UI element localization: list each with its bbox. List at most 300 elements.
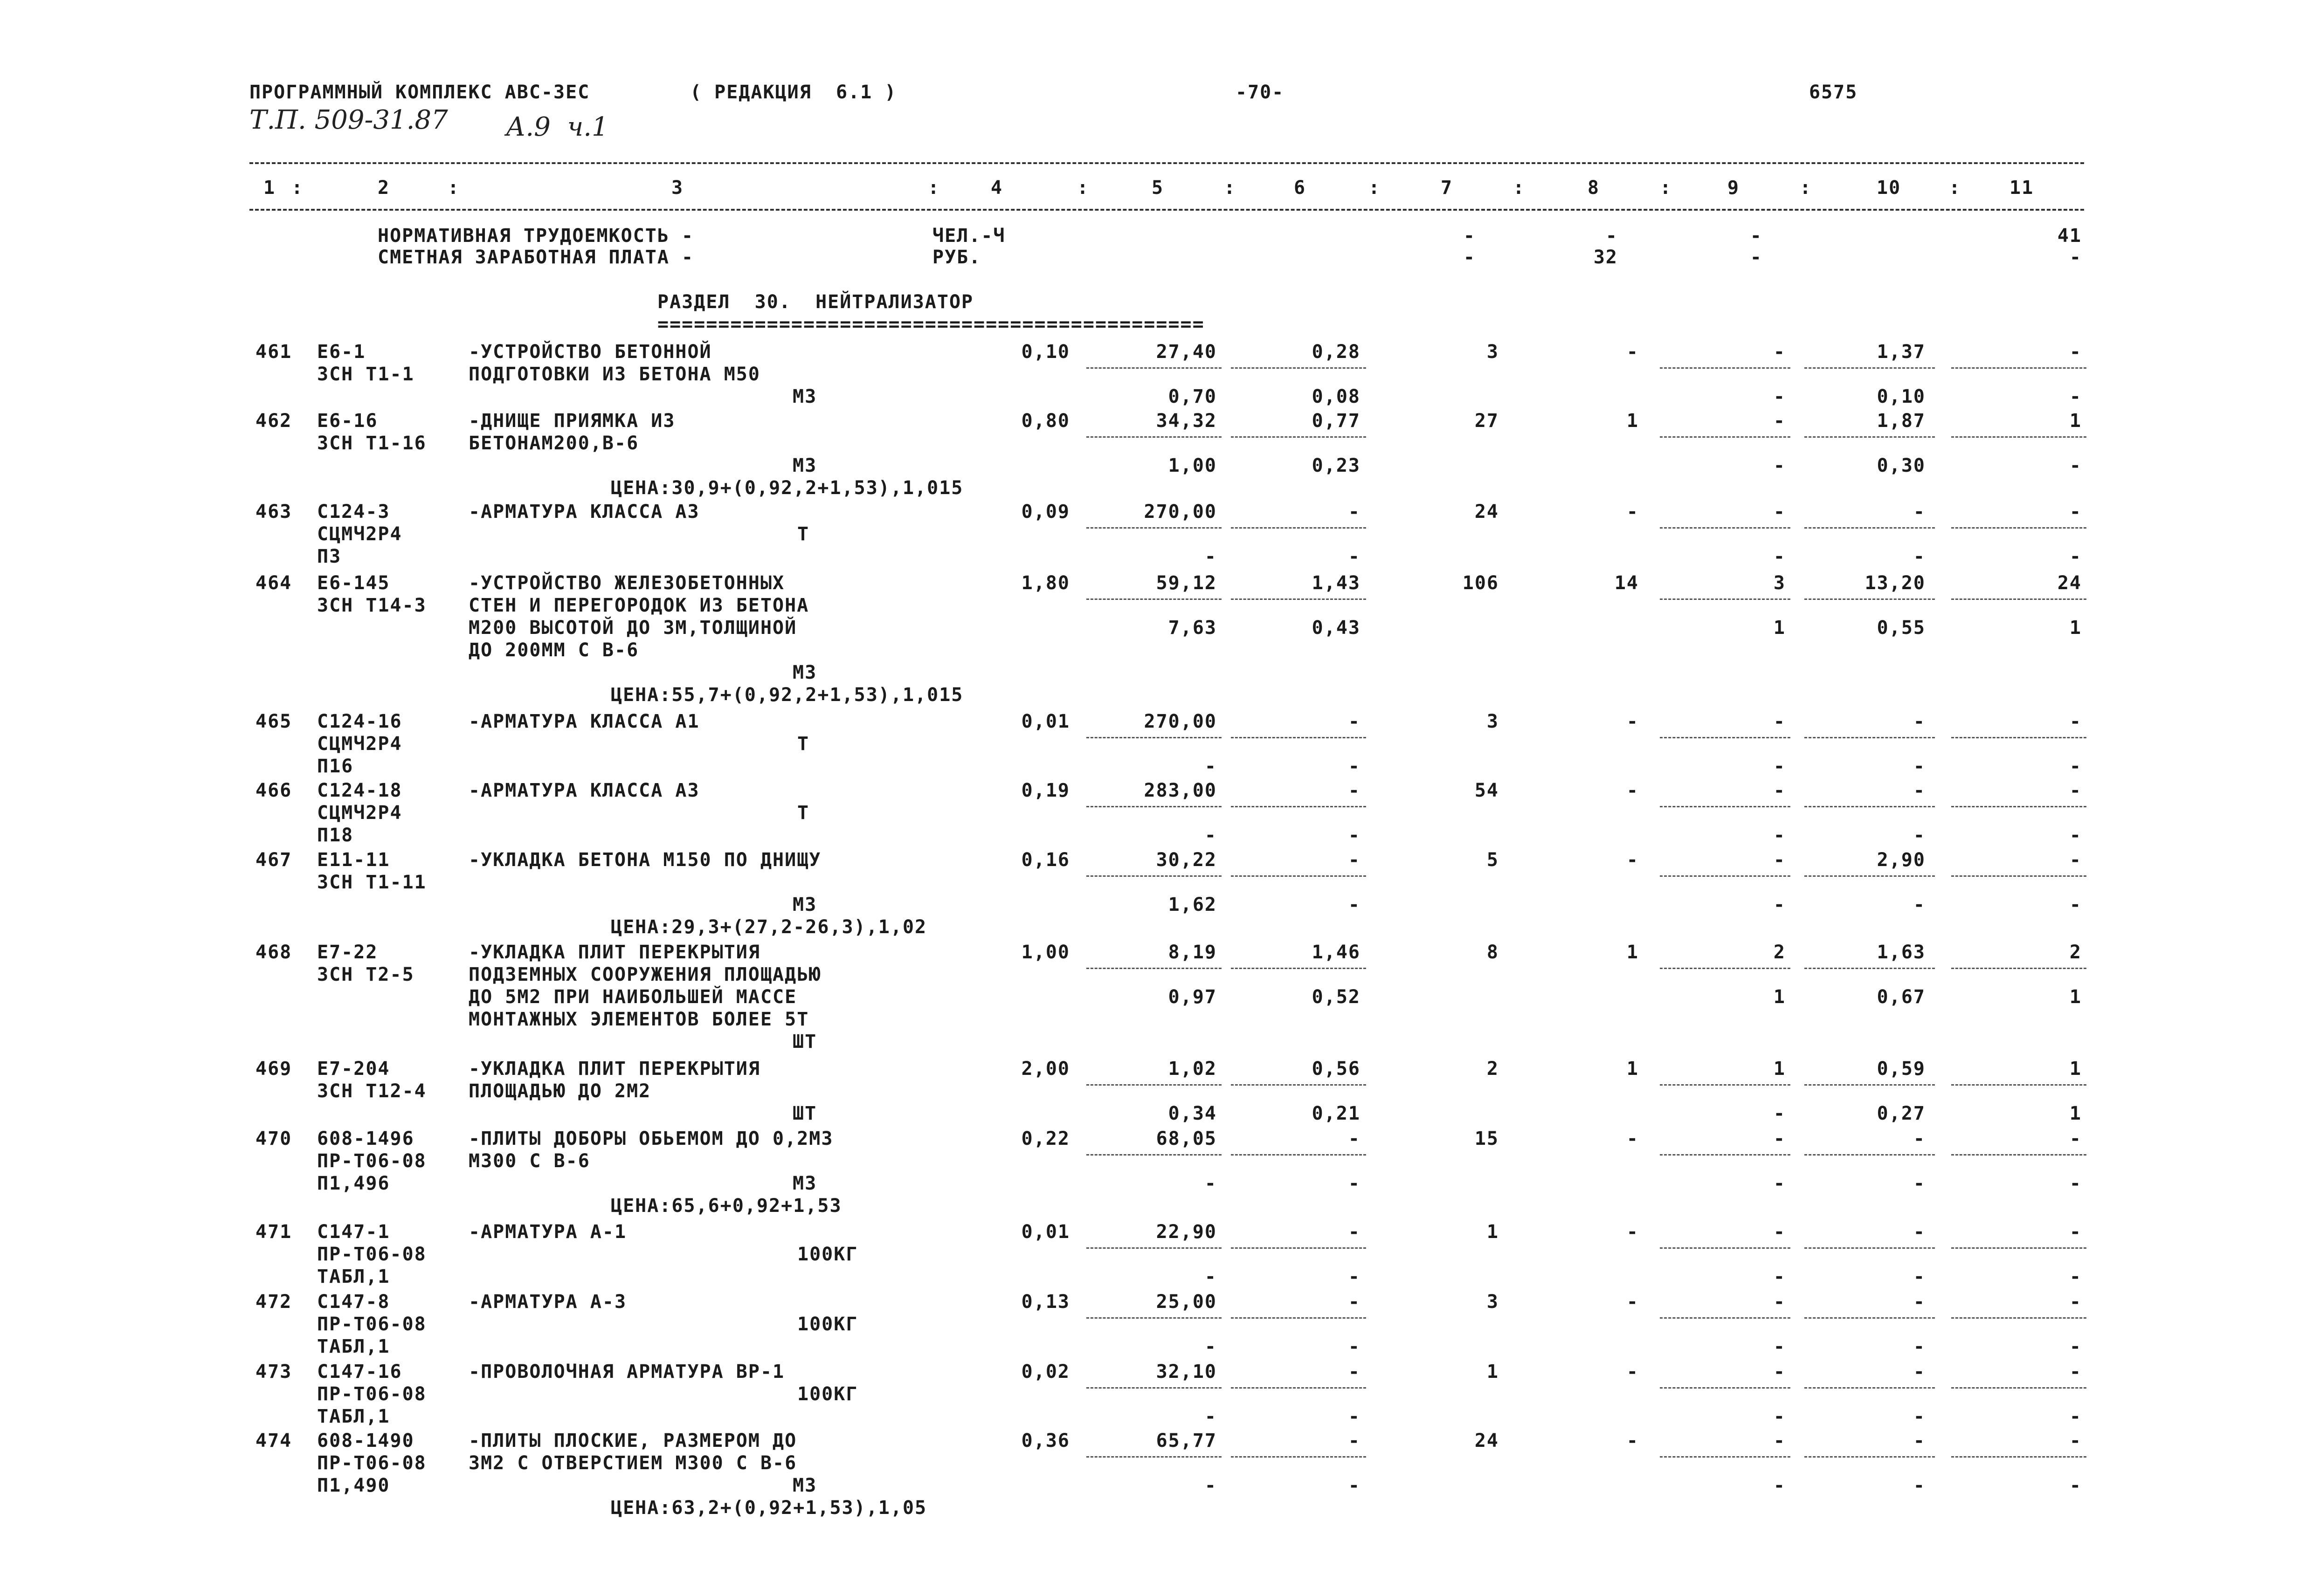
row-description: -ПЛИТЫ ДОБОРЫ ОБЬЕМОМ ДО 0,2М3 <box>469 1128 834 1149</box>
row-description: -УКЛАДКА ПЛИТ ПЕРЕКРЫТИЯ <box>469 942 760 963</box>
subtotal-dash-line <box>1660 1154 1790 1156</box>
subtotal-dash-line <box>1086 737 1222 738</box>
subtotal-dash-line <box>1231 1387 1366 1389</box>
column-header-6: 6 <box>1294 177 1306 199</box>
subtotal-dash-line <box>1951 1456 2086 1458</box>
subtotal-dash-line <box>1951 1154 2086 1156</box>
row-col9: 2 <box>1773 942 1786 963</box>
subtotal-dash-line <box>1086 875 1222 877</box>
subtotal-dash-line <box>1660 1456 1790 1458</box>
row-col9-second: - <box>1773 455 1786 476</box>
subtotal-dash-line <box>1660 1387 1790 1389</box>
row-col7: 1 <box>1486 1221 1499 1243</box>
subtotal-dash-line <box>1231 436 1366 438</box>
column-separator: : <box>1513 177 1525 199</box>
edition-label: ( РЕДАКЦИЯ 6.1 ) <box>690 82 897 103</box>
subtotal-dash-line <box>1804 436 1935 438</box>
row-number: 473 <box>255 1361 292 1383</box>
row-col11-second: - <box>2069 1336 2082 1357</box>
handwritten-album-part: А.9 ч.1 <box>506 112 608 142</box>
subtotal-dash-line <box>1231 1317 1366 1319</box>
row-unit: М3 <box>793 894 817 915</box>
row-col9: - <box>1773 711 1786 732</box>
row-number: 461 <box>255 341 292 363</box>
row-col5-second: - <box>1204 1406 1217 1427</box>
row-col9: - <box>1773 780 1786 801</box>
row-col6: 1,46 <box>1312 942 1360 963</box>
row-col6: - <box>1348 501 1360 523</box>
row-number: 472 <box>255 1291 292 1313</box>
row-code: СЦМЧ2Р4 <box>317 802 402 824</box>
row-col6: - <box>1348 1361 1360 1383</box>
summary-col8: 32 <box>1593 247 1618 268</box>
row-quantity: 0,01 <box>1021 1221 1070 1243</box>
row-code: ПР-Т06-08 <box>317 1244 427 1265</box>
subtotal-dash-line <box>1660 806 1790 807</box>
row-col7: 3 <box>1486 1291 1499 1313</box>
row-col9: - <box>1773 1430 1786 1452</box>
row-col9: - <box>1773 1291 1786 1313</box>
row-unit: М3 <box>793 455 817 476</box>
row-col6-second: - <box>1348 756 1360 777</box>
subtotal-dash-line <box>1660 737 1790 738</box>
row-col5: 22,90 <box>1156 1221 1217 1243</box>
row-unit: Т <box>797 802 810 824</box>
row-code: ТАБЛ,1 <box>317 1266 390 1287</box>
row-quantity: 0,01 <box>1021 711 1070 732</box>
subtotal-dash-line <box>1086 367 1222 369</box>
row-col11-second: - <box>2069 455 2082 476</box>
subtotal-dash-line <box>1086 1154 1222 1156</box>
row-col10: - <box>1913 1221 1926 1243</box>
row-col11-second: 1 <box>2069 1103 2082 1124</box>
row-price-formula: ЦЕНА:65,6+0,92+1,53 <box>611 1195 842 1217</box>
row-col10: 1,87 <box>1877 410 1926 432</box>
row-col5-second: - <box>1204 1475 1217 1496</box>
row-description: 3М2 С ОТВЕРСТИЕМ М300 С В-6 <box>469 1452 797 1474</box>
subtotal-dash-line <box>1086 436 1222 438</box>
row-col6-second: - <box>1348 825 1360 846</box>
row-number: 465 <box>255 711 292 732</box>
subtotal-dash-line <box>1804 1317 1935 1319</box>
row-col5: 1,02 <box>1168 1058 1217 1080</box>
row-code: С147-8 <box>317 1291 390 1313</box>
row-col6-second: - <box>1348 1173 1360 1194</box>
row-quantity: 0,36 <box>1021 1430 1070 1452</box>
subtotal-dash-line <box>1951 806 2086 807</box>
summary-unit: РУБ. <box>932 247 981 268</box>
row-col8: - <box>1626 341 1639 363</box>
row-code: Е6-16 <box>317 410 378 432</box>
row-description: БЕТОНАМ200,В-6 <box>469 433 639 454</box>
row-col11-second: - <box>2069 825 2082 846</box>
row-col5: 34,32 <box>1156 410 1217 432</box>
row-col6-second: - <box>1348 546 1360 567</box>
summary-col9: - <box>1750 225 1762 247</box>
row-code: С147-1 <box>317 1221 390 1243</box>
subtotal-dash-line <box>1086 1387 1222 1389</box>
subtotal-dash-line <box>1231 1456 1366 1458</box>
summary-col11: 41 <box>2057 225 2082 247</box>
row-price-formula: ЦЕНА:30,9+(0,92,2+1,53),1,015 <box>611 477 964 499</box>
row-col7: 106 <box>1462 572 1499 594</box>
subtotal-dash-line <box>1231 1084 1366 1086</box>
row-col7: 54 <box>1474 780 1499 801</box>
row-quantity: 1,80 <box>1021 572 1070 594</box>
row-col9: - <box>1773 849 1786 871</box>
subtotal-dash-line <box>1660 527 1790 529</box>
row-code: С124-3 <box>317 501 390 523</box>
row-col6-second: 0,21 <box>1312 1103 1360 1124</box>
row-code: ЗСН Т1-1 <box>317 364 414 385</box>
row-col6: - <box>1348 849 1360 871</box>
row-col10: 1,37 <box>1877 341 1926 363</box>
row-col5-second: - <box>1204 825 1217 846</box>
subtotal-dash-line <box>1951 737 2086 738</box>
row-col10: - <box>1913 1128 1926 1149</box>
row-col7: 1 <box>1486 1361 1499 1383</box>
row-col10: - <box>1913 1430 1926 1452</box>
row-description: -УСТРОЙСТВО ЖЕЛЕЗОБЕТОННЫХ <box>469 572 785 594</box>
row-col9-second: - <box>1773 1266 1786 1287</box>
row-code: ЗСН Т2-5 <box>317 964 414 985</box>
row-col8: 1 <box>1626 942 1639 963</box>
column-separator: : <box>1660 177 1671 199</box>
row-col5: 270,00 <box>1144 711 1217 732</box>
row-code: СЦМЧ2Р4 <box>317 523 402 545</box>
row-col10-second: - <box>1913 1266 1926 1287</box>
row-code: ПР-Т06-08 <box>317 1314 427 1335</box>
row-description: М200 ВЫСОТОЙ ДО 3М,ТОЛЩИНОЙ <box>469 617 797 639</box>
subtotal-dash-line <box>1086 598 1222 600</box>
row-description: -АРМАТУРА КЛАССА А1 <box>469 711 700 732</box>
subtotal-dash-line <box>1951 367 2086 369</box>
subtotal-dash-line <box>1804 806 1935 807</box>
subtotal-dash-line <box>1804 875 1935 877</box>
row-col11: 1 <box>2069 1058 2082 1080</box>
row-col8: - <box>1626 1430 1639 1452</box>
row-col8: - <box>1626 849 1639 871</box>
subtotal-dash-line <box>1804 1247 1935 1249</box>
row-col9: - <box>1773 1361 1786 1383</box>
row-col11: - <box>2069 849 2082 871</box>
row-col8: - <box>1626 1361 1639 1383</box>
subtotal-dash-line <box>1231 875 1366 877</box>
row-col8: - <box>1626 1291 1639 1313</box>
row-code: Е6-1 <box>317 341 366 363</box>
document-number: 6575 <box>1809 82 1858 103</box>
row-quantity: 0,10 <box>1021 341 1070 363</box>
subtotal-dash-line <box>1231 1154 1366 1156</box>
row-unit: ШТ <box>793 1031 817 1053</box>
row-code: С147-16 <box>317 1361 402 1383</box>
row-col5: 25,00 <box>1156 1291 1217 1313</box>
row-col7: 24 <box>1474 501 1499 523</box>
row-code: ЗСН Т12-4 <box>317 1080 427 1102</box>
subtotal-dash-line <box>1951 1247 2086 1249</box>
row-code: ЗСН Т1-16 <box>317 433 427 454</box>
row-col10-second: - <box>1913 1336 1926 1357</box>
row-quantity: 0,80 <box>1021 410 1070 432</box>
row-col10-second: - <box>1913 894 1926 915</box>
row-col11: - <box>2069 1291 2082 1313</box>
row-col7: 2 <box>1486 1058 1499 1080</box>
row-col10: - <box>1913 1361 1926 1383</box>
subtotal-dash-line <box>1951 875 2086 877</box>
row-description: -УСТРОЙСТВО БЕТОННОЙ <box>469 341 712 363</box>
row-number: 462 <box>255 410 292 432</box>
row-code: П1,490 <box>317 1475 390 1496</box>
row-code: ПР-Т06-08 <box>317 1150 427 1172</box>
row-number: 471 <box>255 1221 292 1243</box>
row-unit: ШТ <box>793 1103 817 1124</box>
row-col8: 14 <box>1614 572 1639 594</box>
row-col9-second: - <box>1773 546 1786 567</box>
row-col5-second: 0,34 <box>1168 1103 1217 1124</box>
column-header-8: 8 <box>1588 177 1600 199</box>
row-code: П16 <box>317 756 354 777</box>
row-description: -АРМАТУРА КЛАССА А3 <box>469 780 700 801</box>
row-code: 608-1490 <box>317 1430 414 1452</box>
row-code: Е7-204 <box>317 1058 390 1080</box>
subtotal-dash-line <box>1660 1317 1790 1319</box>
row-col10-second: - <box>1913 1406 1926 1427</box>
column-separator: : <box>1224 177 1236 199</box>
row-unit: Т <box>797 523 810 545</box>
column-header-5: 5 <box>1152 177 1164 199</box>
subtotal-dash-line <box>1660 1247 1790 1249</box>
row-description: -АРМАТУРА А-3 <box>469 1291 627 1313</box>
row-col6: - <box>1348 1291 1360 1313</box>
row-col9-second: - <box>1773 894 1786 915</box>
row-description: ПОДГОТОВКИ ИЗ БЕТОНА М50 <box>469 364 760 385</box>
row-col10-second: - <box>1913 756 1926 777</box>
column-header-10: 10 <box>1877 177 1901 199</box>
row-col9-second: - <box>1773 1173 1786 1194</box>
row-number: 474 <box>255 1430 292 1452</box>
subtotal-dash-line <box>1804 1456 1935 1458</box>
row-col9-second: - <box>1773 1103 1786 1124</box>
subtotal-dash-line <box>1660 367 1790 369</box>
row-code: ТАБЛ,1 <box>317 1406 390 1427</box>
subtotal-dash-line <box>1086 1247 1222 1249</box>
subtotal-dash-line <box>1660 598 1790 600</box>
row-col5: 68,05 <box>1156 1128 1217 1149</box>
row-description: -АРМАТУРА КЛАССА А3 <box>469 501 700 523</box>
summary-col7: - <box>1463 247 1476 268</box>
subtotal-dash-line <box>1804 367 1935 369</box>
summary-col11: - <box>2069 247 2082 268</box>
row-col10-second: - <box>1913 546 1926 567</box>
row-col6: - <box>1348 1128 1360 1149</box>
subtotal-dash-line <box>1660 875 1790 877</box>
row-number: 464 <box>255 572 292 594</box>
row-code: ПР-Т06-08 <box>317 1452 427 1474</box>
subtotal-dash-line <box>1231 598 1366 600</box>
row-quantity: 0,13 <box>1021 1291 1070 1313</box>
row-col11: 1 <box>2069 410 2082 432</box>
row-description: ПЛОЩАДЬЮ ДО 2М2 <box>469 1080 651 1102</box>
section-underline: ============================================= <box>657 314 1205 335</box>
column-separator: : <box>1949 177 1961 199</box>
row-col11: - <box>2069 711 2082 732</box>
subtotal-dash-line <box>1231 806 1366 807</box>
column-header-7: 7 <box>1441 177 1453 199</box>
row-col8: - <box>1626 711 1639 732</box>
column-header-4: 4 <box>991 177 1003 199</box>
row-quantity: 0,09 <box>1021 501 1070 523</box>
subtotal-dash-line <box>1086 1084 1222 1086</box>
row-description: -ДНИЩЕ ПРИЯМКА ИЗ <box>469 410 676 432</box>
subtotal-dash-line <box>1086 527 1222 529</box>
row-col7: 15 <box>1474 1128 1499 1149</box>
row-col10-second: - <box>1913 825 1926 846</box>
row-col6: 0,28 <box>1312 341 1360 363</box>
row-description: МОНТАЖНЫХ ЭЛЕМЕНТОВ БОЛЕЕ 5Т <box>469 1009 809 1030</box>
row-price-formula: ЦЕНА:63,2+(0,92+1,53),1,05 <box>611 1497 927 1519</box>
row-col5: 30,22 <box>1156 849 1217 871</box>
row-col6: 1,43 <box>1312 572 1360 594</box>
row-col5: 65,77 <box>1156 1430 1217 1452</box>
summary-label: СМЕТНАЯ ЗАРАБОТНАЯ ПЛАТА - <box>378 247 694 268</box>
summary-col9: - <box>1750 247 1762 268</box>
subtotal-dash-line <box>1231 1247 1366 1249</box>
row-price-formula: ЦЕНА:55,7+(0,92,2+1,53),1,015 <box>611 684 964 706</box>
row-quantity: 2,00 <box>1021 1058 1070 1080</box>
row-code: П3 <box>317 546 342 567</box>
row-col6-second: - <box>1348 1336 1360 1357</box>
row-col6: 0,77 <box>1312 410 1360 432</box>
subtotal-dash-line <box>1951 1317 2086 1319</box>
column-separator: : <box>928 177 939 199</box>
row-description: -ПРОВОЛОЧНАЯ АРМАТУРА ВР-1 <box>469 1361 785 1383</box>
subtotal-dash-line <box>1804 968 1935 969</box>
row-col6-second: - <box>1348 1475 1360 1496</box>
row-col6-second: - <box>1348 1406 1360 1427</box>
row-unit: 100КГ <box>797 1383 858 1405</box>
row-col11-second: - <box>2069 1173 2082 1194</box>
row-col10: 0,59 <box>1877 1058 1926 1080</box>
row-col10-second: 0,30 <box>1877 455 1926 476</box>
row-col11: - <box>2069 780 2082 801</box>
row-col6-second: 0,52 <box>1312 986 1360 1008</box>
row-col10: 2,90 <box>1877 849 1926 871</box>
subtotal-dash-line <box>1951 1084 2086 1086</box>
subtotal-dash-line <box>1951 598 2086 600</box>
row-col5: 59,12 <box>1156 572 1217 594</box>
row-col5-second: - <box>1204 1266 1217 1287</box>
row-code: Е11-11 <box>317 849 390 871</box>
row-col6: - <box>1348 1430 1360 1452</box>
row-price-formula: ЦЕНА:29,3+(27,2-26,3),1,02 <box>611 916 927 938</box>
handwritten-project-code: Т.П. 509-31.87 <box>249 105 448 135</box>
summary-col7: - <box>1463 225 1476 247</box>
row-col5-second: 1,00 <box>1168 455 1217 476</box>
row-col8: - <box>1626 501 1639 523</box>
row-col9-second: - <box>1773 1336 1786 1357</box>
row-col9: - <box>1773 410 1786 432</box>
row-col6-second: 0,23 <box>1312 455 1360 476</box>
row-col8: - <box>1626 1128 1639 1149</box>
subtotal-dash-line <box>1951 968 2086 969</box>
row-col10-second: 0,27 <box>1877 1103 1926 1124</box>
subtotal-dash-line <box>1804 527 1935 529</box>
row-col11: - <box>2069 1430 2082 1452</box>
row-col5: 283,00 <box>1144 780 1217 801</box>
row-col7: 27 <box>1474 410 1499 432</box>
row-col6: 0,56 <box>1312 1058 1360 1080</box>
program-title: ПРОГРАММНЫЙ КОМПЛЕКС АВС-3ЕС <box>249 82 590 103</box>
row-col5: 8,19 <box>1168 942 1217 963</box>
row-code: Е7-22 <box>317 942 378 963</box>
column-header-9: 9 <box>1727 177 1740 199</box>
row-col11: - <box>2069 1221 2082 1243</box>
row-col10-second: 0,55 <box>1877 617 1926 639</box>
row-description: ДО 200ММ С В-6 <box>469 640 639 661</box>
subtotal-dash-line <box>1086 1456 1222 1458</box>
subtotal-dash-line <box>1086 1317 1222 1319</box>
row-col11-second: - <box>2069 894 2082 915</box>
row-code: ЗСН Т14-3 <box>317 595 427 616</box>
row-col10: - <box>1913 1291 1926 1313</box>
row-col11: 24 <box>2057 572 2082 594</box>
subtotal-dash-line <box>1804 1154 1935 1156</box>
subtotal-dash-line <box>1951 1387 2086 1389</box>
page-number: -70- <box>1236 82 1284 103</box>
row-col9: 3 <box>1773 572 1786 594</box>
section-title: РАЗДЕЛ 30. НЕЙТРАЛИЗАТОР <box>657 291 974 313</box>
row-col10: - <box>1913 780 1926 801</box>
row-description: -УКЛАДКА ПЛИТ ПЕРЕКРЫТИЯ <box>469 1058 760 1080</box>
row-number: 470 <box>255 1128 292 1149</box>
row-col8: - <box>1626 1221 1639 1243</box>
row-col8: - <box>1626 780 1639 801</box>
row-description: -УКЛАДКА БЕТОНА М150 ПО ДНИЩУ <box>469 849 822 871</box>
subtotal-dash-line <box>1804 598 1935 600</box>
row-number: 468 <box>255 942 292 963</box>
row-col9: 1 <box>1773 1058 1786 1080</box>
row-code: СЦМЧ2Р4 <box>317 733 402 755</box>
row-col5-second: 0,97 <box>1168 986 1217 1008</box>
row-col11: - <box>2069 1128 2082 1149</box>
row-col11: 2 <box>2069 942 2082 963</box>
row-unit: Т <box>797 733 810 755</box>
row-col11-second: - <box>2069 546 2082 567</box>
row-col9: - <box>1773 1128 1786 1149</box>
row-col5-second: - <box>1204 546 1217 567</box>
row-unit: М3 <box>793 386 817 407</box>
column-header-2: 2 <box>378 177 390 199</box>
row-col9-second: - <box>1773 825 1786 846</box>
row-number: 467 <box>255 849 292 871</box>
row-col9-second: 1 <box>1773 986 1786 1008</box>
row-col11-second: 1 <box>2069 617 2082 639</box>
row-col11: - <box>2069 341 2082 363</box>
column-separator: : <box>448 177 459 199</box>
row-quantity: 0,16 <box>1021 849 1070 871</box>
row-col11: - <box>2069 1361 2082 1383</box>
row-col5-second: 7,63 <box>1168 617 1217 639</box>
row-col11: - <box>2069 501 2082 523</box>
summary-col8: - <box>1605 225 1618 247</box>
row-col6: - <box>1348 1221 1360 1243</box>
row-quantity: 0,19 <box>1021 780 1070 801</box>
header-rule-top <box>249 162 2084 164</box>
row-col10: - <box>1913 501 1926 523</box>
subtotal-dash-line <box>1231 367 1366 369</box>
row-unit: М3 <box>793 1475 817 1496</box>
subtotal-dash-line <box>1231 527 1366 529</box>
